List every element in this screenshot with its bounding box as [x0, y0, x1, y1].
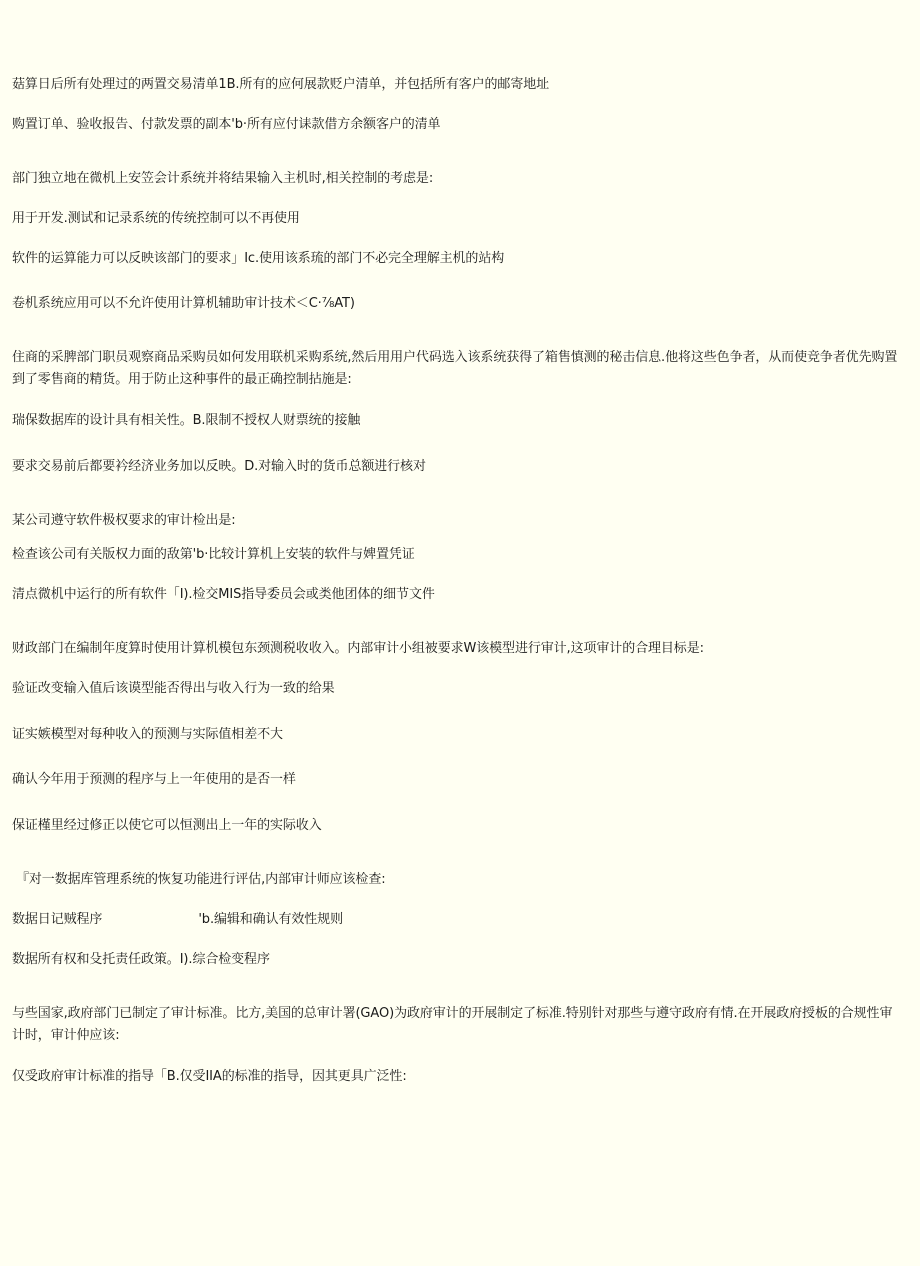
question-stem-5: 『对一数据库管理系统的恢复功能进行评估,内部审计师应该检查:: [16, 872, 386, 887]
option-line-14: 仅受政府审计标准的指导「B.仅受IIA的标准的指导，因其更具广泛性:: [12, 1069, 407, 1084]
option-line-2: 软件的运算能力可以反映该部门的要求」Ic.使用该系琉的部门不必完全理解主机的站构: [12, 251, 505, 266]
text-line-1: 菇算日后所有处理过的两置交易清单1B.所有的应何展款贬户清单，并包括所有客户的邮寄地址: [12, 77, 550, 92]
option-line-13: 数据所有权和殳托责任政策。I).综合检变程序: [12, 952, 270, 967]
option-line-4: 瑞保数据库的设计具有相关性。B.限制不授权人财票统的接触: [12, 413, 361, 428]
option-line-12: [12, 909, 900, 931]
option-line-11: 保证槿里经过修正以使它可以恒测出上一年的实际收入: [12, 818, 322, 833]
question-stem-1: 部门独立地在微机上安笠会计系统并将结果输入主机时,相关控制的考虑是:: [12, 171, 434, 186]
option-b-text: 'b.编辑和确认有效性规则: [198, 912, 343, 927]
option-line-1: 用于开发.测试和记录系统的传统控制可以不再使用: [12, 211, 300, 226]
option-line-7: 清点微机中运行的所有软件「I).检交MIS指导委员会或类他团体的细节文件: [12, 587, 435, 602]
question-stem-6: 与些国家,政府部门已制定了审计标准。比方,美国的总审计署(GAO)为政府审计的开展制定了标准.特别针对那些与遵守政府有情.在开展政府授板的合规性审计时，审计仲应该:: [12, 1006, 893, 1043]
question-stem-2: 住商的采脾部门职员观察商品采购员如何发用联机采购系统,然后用用户代码选入该系统获得了箱售慎测的秘击信息.他将这些色争者，从而使竞争者优先购置到了零售商的精货。用于防止这种事件的最正确控制拈施是:: [12, 350, 898, 387]
text-line-2: 购置订单、验收报告、付款发票的副本'b·所有应付诔款借方余额客户的清单: [12, 117, 441, 132]
option-line-3: 卷机系统应用可以不允许使用计算机辅助审计技术＜C·⅞AT): [12, 296, 355, 311]
question-stem-3: 某公司遵守软件极权要求的审计检出是:: [12, 513, 236, 528]
option-line-8: 验证改变输入值后该谟型能否得出与收入行为一致的给果: [12, 681, 335, 696]
option-line-6: 检查该公司有关版权力面的敌第'b·比较计算机上安装的软件与婢置凭证: [12, 547, 415, 562]
option-line-5: 要求交易前后都要衿经济业务加以反映。D.对输入时的货币总额进行核对: [12, 459, 426, 474]
option-line-9: 证实嫉模型对每种收入的预测与实际值相差不大: [12, 727, 283, 742]
option-line-10: 确认今年用于预测的程序与上一年使用的是否一样: [12, 772, 296, 787]
option-a-text: 数据日记贼程序: [12, 912, 103, 927]
question-stem-4: 财政部门在编制年度算时使用计算机模包东颈测税收收入。内部审计小组被要求W该模型进行审计,这项审计的合理目标是:: [12, 641, 704, 656]
